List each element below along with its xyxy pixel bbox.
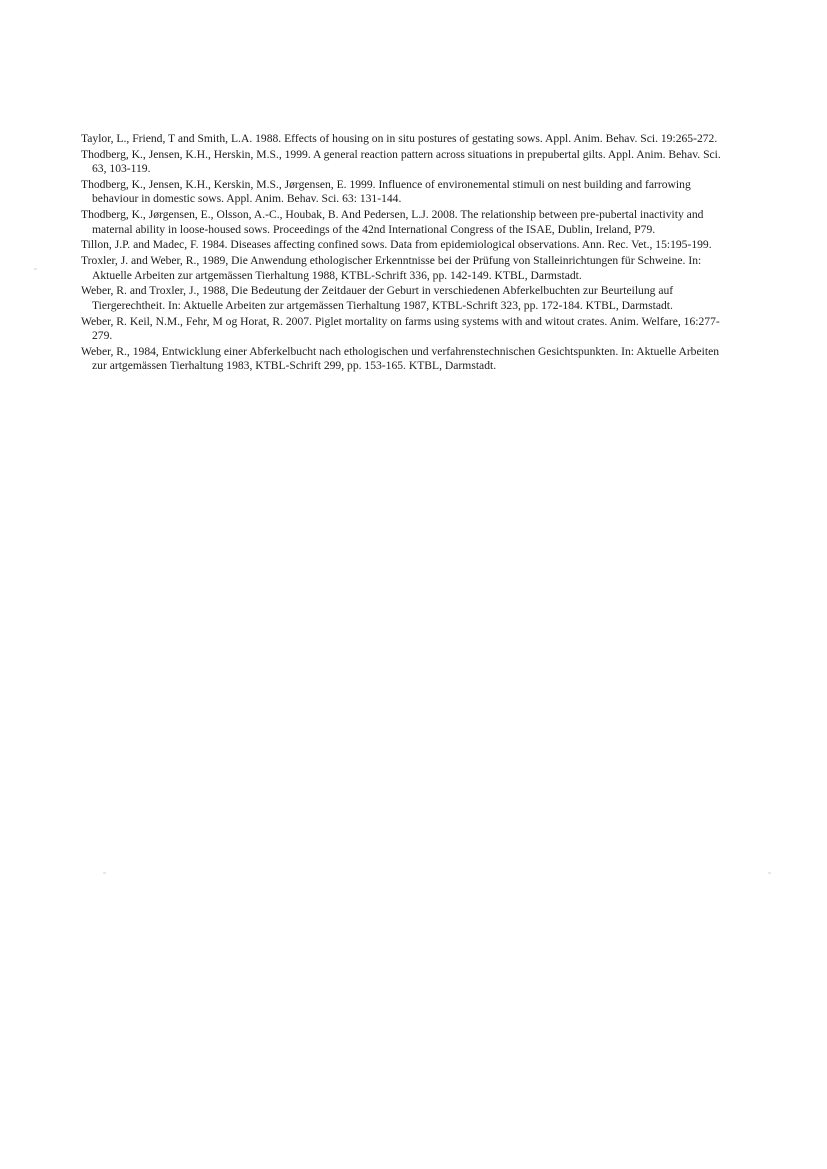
reference-entry: Thodberg, K., Jensen, K.H., Kerskin, M.S., Jørgensen, E. 1999. Influence of environemental stimuli on nest building and farrowing behaviour in domestic sows. Appl. Anim. Behav. Sci. 63: 131-144.	[81, 177, 691, 206]
reference-entry: Troxler, J. and Weber, R., 1989, Die Anwendung ethologischer Erkenntnisse bei der Prüfung von Stalleinrichtungen für Schweine. In: Aktuelle Arbeiten zur artgemässen Tierhaltung 1988, KTBL-Schrift 336, pp. 142-149. KTBL, Darmstadt.	[81, 254, 702, 282]
reference-list	[81, 132, 726, 375]
reference-entry: Taylor, L., Friend, T and Smith, L.A. 1988. Effects of housing on in situ postures of gestating sows. Appl. Anim. Behav. Sci. 19:265-272.	[81, 132, 718, 145]
reference-entry: Weber, R. and Troxler, J., 1988, Die Bedeutung der Zeitdauer der Geburt in verschiedenen Abferkelbuchten zur Beurteilung auf Tiergerechtheit. In: Aktuelle Arbeiten zur artgemässen Tierhaltung 1987, KTBL-Schrift 323, pp. 172-184. KTBL, Darmstadt.	[81, 284, 674, 312]
reference-entry: Weber, R., 1984, Entwicklung einer Abferkelbucht nach ethologischen und verfahrenstechnischen Gesichtspunkten. In: Aktuelle Arbeiten zur artgemässen Tierhaltung 1983, KTBL-Schrift 299, pp. 153-165. KTBL, Darmstadt.	[81, 344, 720, 373]
reference-entry: Weber, R. Keil, N.M., Fehr, M og Horat, R. 2007. Piglet mortality on farms using systems with and witout crates. Anim. Welfare, 16:277-279.	[81, 314, 720, 342]
reference-entry: Thodberg, K., Jørgensen, E., Olsson, A.-C., Houbak, B. And Pedersen, L.J. 2008. The relationship between pre-pubertal inactivity and maternal ability in loose-housed sows. Proceedings of the 42nd International Congress of the ISAE, Dublin, Ireland, P79.	[81, 208, 704, 236]
reference-entry: Tillon, J.P. and Madec, F. 1984. Diseases affecting confined sows. Data from epidemiological observations. Ann. Rec. Vet., 15:195-199.	[81, 238, 712, 252]
reference-entry: Thodberg, K., Jensen, K.H., Herskin, M.S., 1999. A general reaction pattern across situations in prepubertal gilts. Appl. Anim. Behav. Sci. 63, 103-119.	[81, 147, 721, 176]
scan-speck	[34, 268, 37, 270]
scan-speck	[103, 872, 106, 874]
scan-speck	[768, 872, 771, 874]
